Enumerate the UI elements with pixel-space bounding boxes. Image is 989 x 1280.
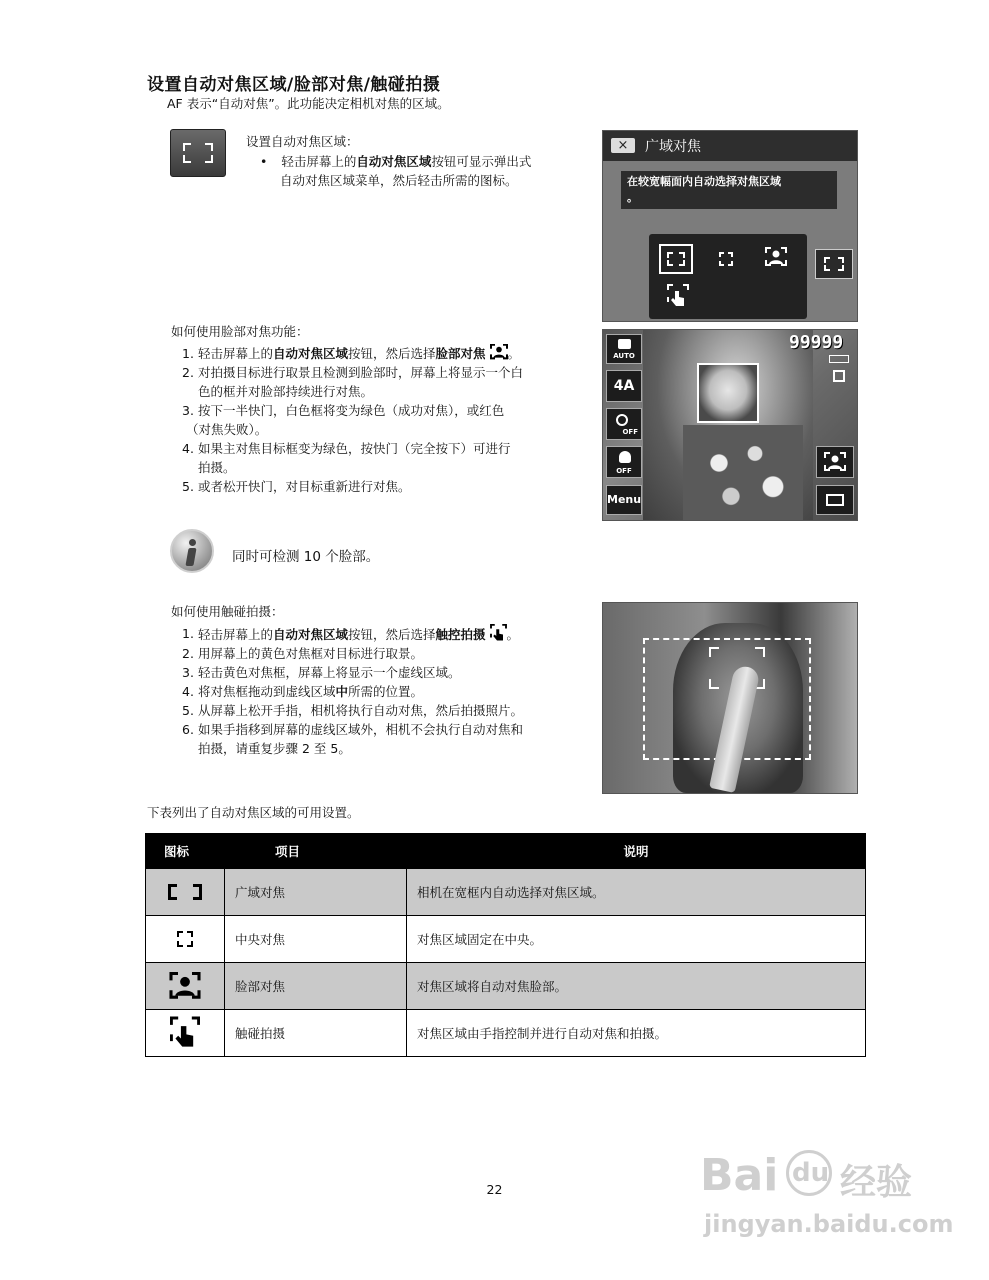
list-item: 1. 轻击屏幕上的自动对焦区域按钮，然后选择脸部对焦 。 (182, 346, 521, 361)
info-icon (170, 529, 214, 573)
table-header-row (146, 834, 866, 869)
storage-icon (833, 370, 845, 382)
face-detect-screenshot (602, 329, 858, 521)
list-item: 5. 从屏幕上松开手指，相机将执行自动对焦，然后拍摄照片。 (182, 703, 524, 718)
af-area-button-icon (170, 129, 226, 177)
wide-af-icon (168, 884, 202, 900)
macro-button[interactable]: OFF (606, 446, 642, 478)
camera-icon (618, 339, 631, 349)
face-af-button[interactable] (816, 446, 854, 478)
row-name: 触碰拍摄 (225, 1010, 407, 1057)
touch-steps (182, 624, 594, 758)
flower-icon (619, 451, 631, 463)
row-description: 相机在宽框内自动选择对焦区域。 (407, 869, 866, 916)
list-item: 2. 用屏幕上的黄色对焦框对目标进行取景。 (182, 646, 424, 661)
center-af-icon (177, 931, 193, 947)
display-mode-button[interactable] (816, 485, 854, 515)
page-title: 设置自动对焦区域/脸部对焦/触碰拍摄 (147, 75, 441, 95)
list-item: 3. 轻击黄色对焦框，屏幕上将显示一个虚线区域。 (182, 665, 461, 680)
row-description: 对焦区域固定在中央。 (407, 916, 866, 963)
table-row (146, 869, 866, 916)
header-icon: 图标 (146, 834, 225, 869)
close-icon[interactable]: × (611, 138, 635, 153)
row-name: 脸部对焦 (225, 963, 407, 1010)
row-description: 对焦区域将自动对焦脸部。 (407, 963, 866, 1010)
af-section-heading: 设置自动对焦区域： (246, 134, 359, 149)
wide-af-option[interactable] (659, 244, 693, 274)
face-af-icon (169, 972, 201, 1000)
af-instruction: • 轻击屏幕上的自动对焦区域按钮可显示弹出式 自动对焦区域菜单，然后轻击所需的图标。 (260, 154, 532, 188)
row-name: 广域对焦 (225, 869, 407, 916)
list-item: 5. 或者松开快门，对目标重新进行对焦。 (182, 479, 411, 494)
af-menu-title: 广域对焦 (645, 139, 701, 155)
display-icon (826, 494, 844, 506)
flowers-photo (683, 425, 803, 520)
face-steps (182, 344, 582, 496)
table-row (146, 963, 866, 1010)
table-row (146, 1010, 866, 1057)
center-af-option[interactable] (719, 252, 733, 266)
menu-button[interactable]: Menu (606, 485, 642, 515)
face-frame (697, 363, 759, 423)
battery-icon (829, 355, 849, 363)
af-menu-screenshot (602, 130, 858, 322)
touch-section-heading: 如何使用触碰拍摄： (171, 604, 284, 619)
header-item: 项目 (225, 834, 407, 869)
header-description: 说明 (407, 834, 866, 869)
watermark-url: jingyan.baidu.com (704, 1210, 954, 1238)
row-description: 对焦区域由手指控制并进行自动对焦和拍摄。 (407, 1010, 866, 1057)
watermark-brand2: du (792, 1158, 830, 1188)
list-item: 1. 轻击屏幕上的自动对焦区域按钮，然后选择触控拍摄 。 (182, 626, 520, 642)
timer-icon (616, 414, 628, 426)
touch-shot-screenshot (602, 602, 858, 794)
touch-af-icon (490, 624, 507, 642)
page-subtitle: AF 表示“自动对焦”。此功能决定相机对焦的区域。 (167, 96, 450, 111)
shot-count: 99999 (789, 332, 844, 353)
list-item: 3. 按下一半快门，白色框将变为绿色（成功对焦），或红色 （对焦失败）。 (182, 403, 505, 437)
list-item: 6. 如果手指移到屏幕的虚线区域外，相机不会执行自动对焦和 拍摄，请重复步骤 2 至 5。 (182, 722, 524, 756)
watermark-cn: 经验 (840, 1162, 913, 1203)
af-tooltip: 在较宽幅面内自动选择对焦区域 。 (621, 171, 837, 209)
af-option-panel (649, 234, 807, 319)
selected-af-button[interactable] (815, 249, 853, 279)
mode-auto-button[interactable]: AUTO (606, 334, 642, 364)
list-item: 4. 如果主对焦目标框变为绿色，按快门（完全按下）可进行 拍摄。 (182, 441, 511, 475)
face-af-icon (824, 452, 846, 472)
baidu-watermark (700, 1150, 954, 1260)
af-menu-title-bar (603, 131, 857, 161)
page-number: 22 (486, 1182, 503, 1197)
info-note: 同时可检测 10 个脸部。 (232, 549, 380, 565)
list-item: 2. 对拍摄目标进行取景且检测到脸部时，屏幕上将显示一个白 色的框并对脸部持续进行对焦。 (182, 365, 524, 399)
row-name: 中央对焦 (225, 916, 407, 963)
flash-button[interactable]: 4A (606, 370, 642, 402)
list-item: 4. 将对焦框拖动到虚线区域中所需的位置。 (182, 684, 424, 699)
table-row (146, 916, 866, 963)
face-section-heading: 如何使用脸部对焦功能： (171, 324, 309, 339)
touch-af-icon (170, 1016, 200, 1050)
bullet-dot: • (260, 154, 268, 169)
face-af-icon (490, 344, 508, 360)
touch-af-option[interactable] (667, 284, 689, 308)
af-settings-table (145, 833, 866, 1057)
watermark-brand: Bai (700, 1150, 779, 1201)
face-af-option[interactable] (765, 247, 787, 267)
self-timer-button[interactable]: OFF (606, 408, 642, 440)
table-intro: 下表列出了自动对焦区域的可用设置。 (147, 805, 360, 820)
